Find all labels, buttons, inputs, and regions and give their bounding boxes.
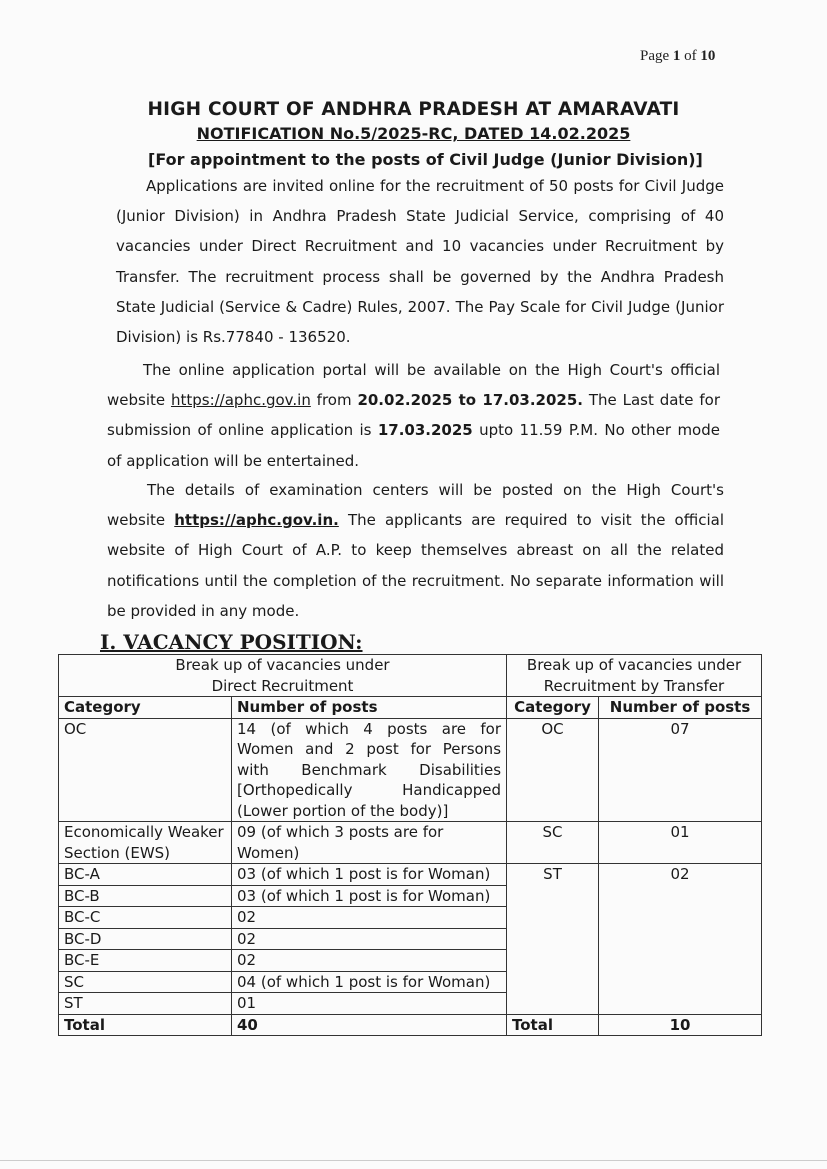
- col-header-transfer-category: Category: [507, 697, 599, 719]
- document-title: HIGH COURT OF ANDHRA PRADESH AT AMARAVATI: [147, 99, 680, 120]
- paragraph-intro: Applications are invited online for the recruitment of 50 posts for Civil Judge (Junior Division) in Andhra Pradesh State Judicial Service, comprising of 40 vacancies under Direct Recruitment and 10 vacancies under Recruitment by Transfer. The recruitment process shall be governed by the Andhra Pradesh State Judicial (Service & Cadre) Rules, 2007. The Pay Scale for Civil Judge (Junior Division) is Rs.77840 - 136520.: [116, 177, 724, 347]
- direct-category: BC-E: [59, 950, 232, 972]
- transfer-category: ST: [507, 864, 599, 1015]
- notification-subject: [For appointment to the posts of Civil Judge (Junior Division)]: [148, 150, 703, 169]
- section-title: I. VACANCY POSITION:: [100, 630, 363, 654]
- col-header-category: Category: [59, 697, 232, 719]
- direct-posts: 01: [232, 993, 507, 1015]
- col-header-transfer-posts: Number of posts: [599, 697, 762, 719]
- direct-posts: 09 (of which 3 posts are for Women): [232, 822, 507, 864]
- table-column-header-row: [59, 697, 762, 719]
- direct-posts: 02: [232, 928, 507, 950]
- application-dates: 20.02.2025 to 17.03.2025.: [357, 391, 584, 410]
- vacancy-table: [58, 654, 762, 1036]
- table-group-header-row: [59, 655, 762, 697]
- transfer-total: 10: [599, 1014, 762, 1036]
- transfer-category: SC: [507, 822, 599, 864]
- direct-posts: 02: [232, 907, 507, 929]
- direct-posts: 14 (of which 4 posts are for Women and 2 post for Persons with Benchmark Disabilities [Orthopedically Handicapped (Lower portion of the body)]: [232, 718, 507, 822]
- transfer-posts: 01: [599, 822, 762, 864]
- direct-recruitment-header: Break up of vacancies under Direct Recruitment: [59, 655, 507, 697]
- direct-posts: 03 (of which 1 post is for Woman): [232, 864, 507, 886]
- website-link-bold[interactable]: https://aphc.gov.in.: [174, 511, 339, 530]
- direct-category: BC-D: [59, 928, 232, 950]
- direct-category: ST: [59, 993, 232, 1015]
- table-row: [59, 718, 762, 822]
- direct-category: BC-B: [59, 885, 232, 907]
- direct-total: 40: [232, 1014, 507, 1036]
- total-label: Total: [59, 1014, 232, 1036]
- table-row: [59, 864, 762, 886]
- paragraph-portal: The online application portal will be available on the High Court's official website https://aphc.gov.in from 20.02.2025 to 17.03.2025. The Last date for submission of online application is 17.03.2025 upto 11.59 P.M. No other mode of application will be entertained.: [107, 361, 720, 470]
- direct-posts: 04 (of which 1 post is for Woman): [232, 971, 507, 993]
- transfer-category: OC: [507, 718, 599, 822]
- transfer-posts: 07: [599, 718, 762, 822]
- direct-posts: 02: [232, 950, 507, 972]
- paragraph-exam-centers: The details of examination centers will be posted on the High Court's website https://aphc.gov.in. The applicants are required to visit the official website of High Court of A.P. to keep themselves abreast on all the related notifications until the completion of the recruitment. No separate information will be provided in any mode.: [107, 481, 724, 620]
- direct-category: BC-C: [59, 907, 232, 929]
- last-date: 17.03.2025: [377, 421, 473, 440]
- direct-posts: 03 (of which 1 post is for Woman): [232, 885, 507, 907]
- transfer-recruitment-header: Break up of vacancies under Recruitment by Transfer: [507, 655, 762, 697]
- table-total-row: [59, 1014, 762, 1036]
- col-header-posts: Number of posts: [232, 697, 507, 719]
- direct-category: BC-A: [59, 864, 232, 886]
- direct-category: OC: [59, 718, 232, 822]
- notification-number: NOTIFICATION No.5/2025-RC, DATED 14.02.2025: [196, 124, 631, 143]
- page-edge-divider: [0, 1160, 827, 1161]
- page-number: Page 1 of 10: [640, 48, 716, 64]
- transfer-total-label: Total: [507, 1014, 599, 1036]
- transfer-posts: 02: [599, 864, 762, 1015]
- website-link[interactable]: https://aphc.gov.in: [170, 391, 311, 410]
- table-row: [59, 822, 762, 864]
- direct-category: SC: [59, 971, 232, 993]
- direct-category: Economically Weaker Section (EWS): [59, 822, 232, 864]
